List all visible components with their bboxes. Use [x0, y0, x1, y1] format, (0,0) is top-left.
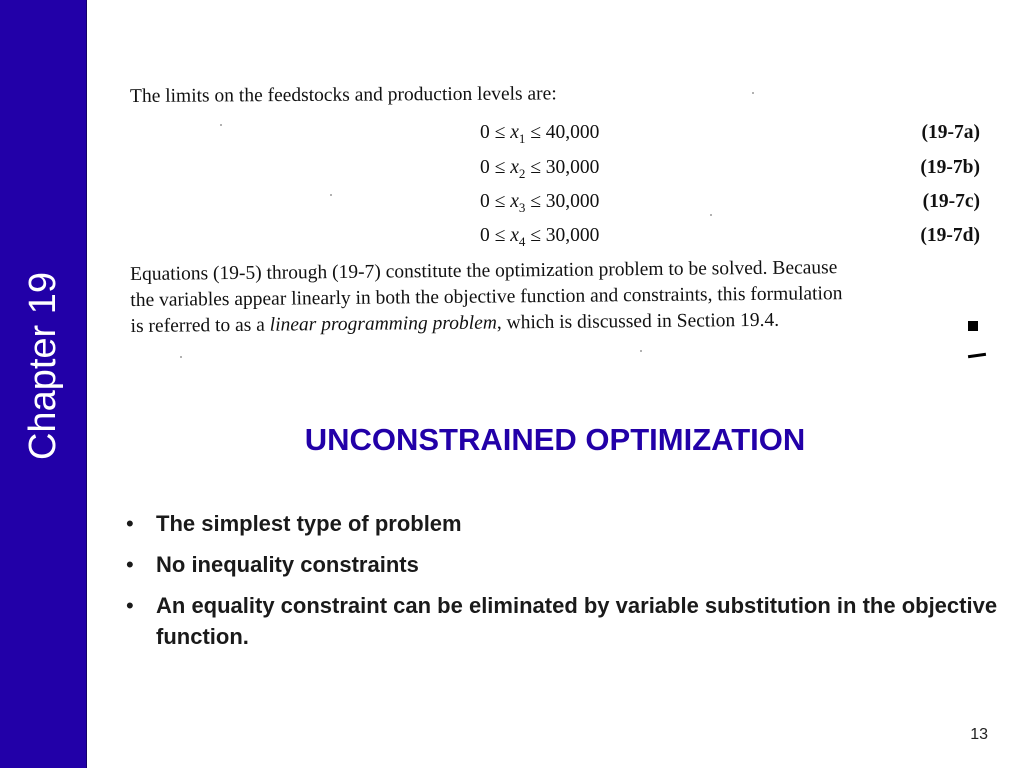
end-of-example-square	[968, 321, 978, 331]
page-number: 13	[970, 726, 988, 743]
equation-expression: $0 \le x_4 \le 30,000$	[480, 225, 600, 249]
scan-speck	[180, 356, 182, 358]
excerpt-intro-text: The limits on the feedstocks and production levels are:	[129, 83, 557, 107]
bullet-item: • An equality constraint can be eliminated by variable substitution in the objective function.	[120, 590, 1000, 652]
scan-speck	[330, 194, 332, 196]
equation-number: (19-7b)	[920, 157, 980, 178]
bullet-item: • No inequality constraints	[120, 549, 1000, 580]
scan-speck	[752, 92, 754, 94]
equation-row	[100, 191, 990, 221]
paragraph-line: the variables appear linearly in both the objective function and constraints, this formulation	[130, 283, 843, 311]
equation-expression: $0 \le x_2 \le 30,000$	[480, 157, 600, 181]
equation-row	[100, 122, 990, 152]
bullet-item: • The simplest type of problem	[120, 508, 1000, 539]
textbook-excerpt-image	[100, 64, 990, 360]
equation-expression: $0 \le x_1 \le 40,000$	[480, 122, 600, 146]
bullet-dot-icon: •	[126, 552, 134, 577]
excerpt-paragraph	[130, 254, 983, 340]
paragraph-line: Equations (19-5) through (19-7) constitute the optimization problem to be solved. Because	[130, 257, 838, 285]
bullet-list	[120, 508, 1000, 662]
section-heading: UNCONSTRAINED OPTIMIZATION	[304, 422, 806, 457]
equation-number: (19-7a)	[921, 122, 980, 143]
bullet-dot-icon: •	[126, 511, 134, 536]
scan-speck	[220, 124, 222, 126]
paragraph-line: is referred to as a linear programming problem, which is discussed in Section 19.4.	[130, 309, 780, 337]
chapter-label: Chapter 19	[22, 271, 64, 461]
equation-expression: $0 \le x_3 \le 30,000$	[480, 191, 600, 215]
equation-number: (19-7d)	[920, 225, 980, 246]
chapter-sidebar	[0, 0, 87, 768]
equation-number: (19-7c)	[922, 191, 980, 212]
scan-speck	[710, 214, 712, 216]
scan-speck	[640, 350, 642, 352]
equation-row	[100, 225, 990, 255]
scan-artifact	[968, 353, 986, 358]
bullet-dot-icon: •	[126, 593, 134, 618]
equation-row	[100, 157, 990, 187]
